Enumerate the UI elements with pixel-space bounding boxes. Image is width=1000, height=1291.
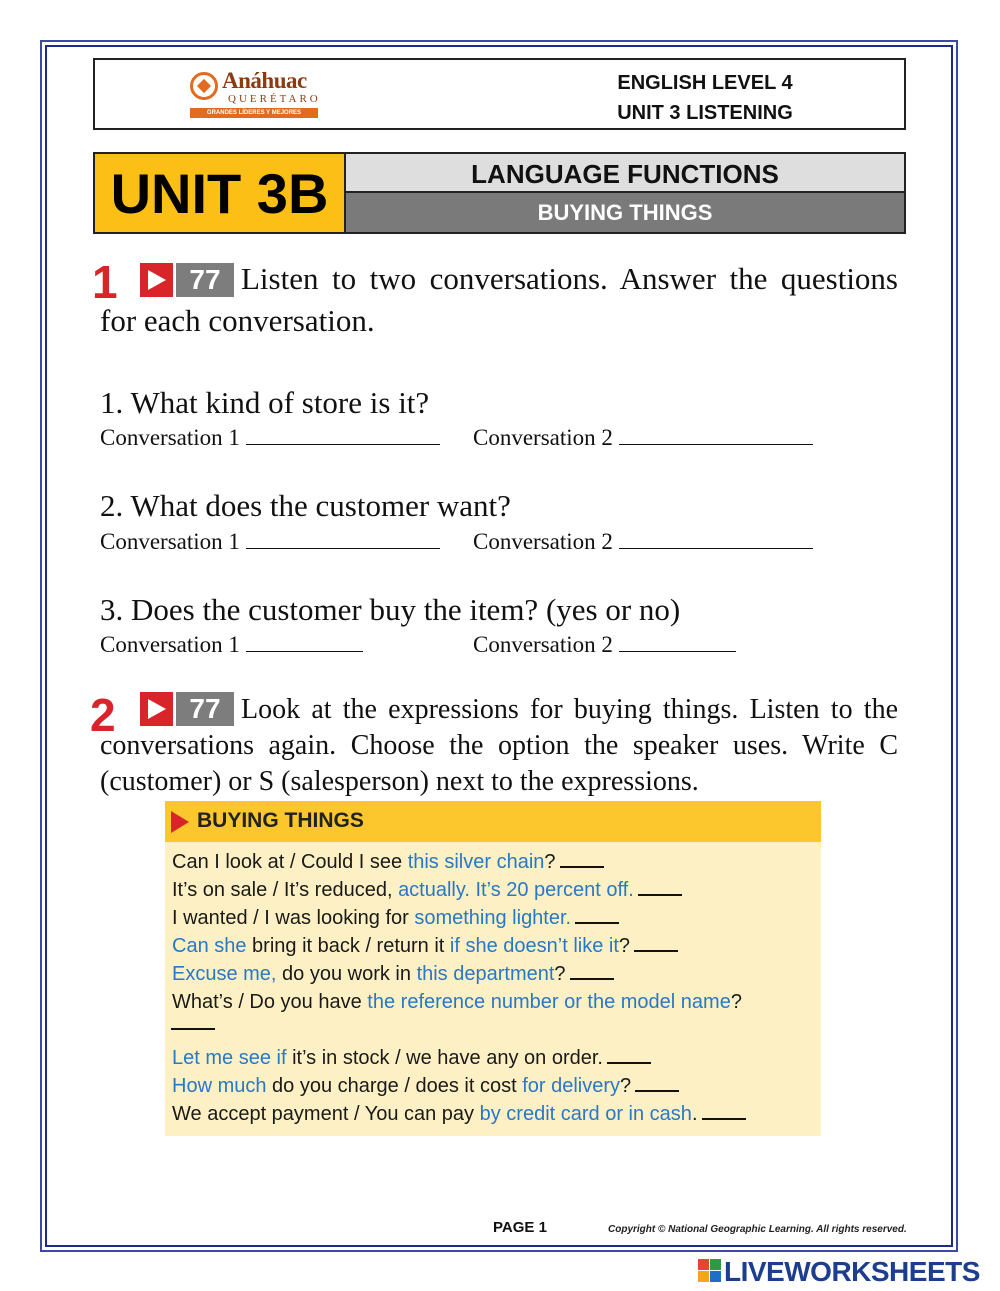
conversation-label: Conversation 2 <box>473 632 613 657</box>
exercise-2-instruction: Look at the expressions for buying things. Listen to the conversations again. Choose the option the speaker uses. Write C (customer) or S (salesperson) next to the expressions. <box>100 694 898 797</box>
expression-5 <box>172 963 614 986</box>
expression-highlight: if she doesn’t like it <box>449 935 619 957</box>
exercise-1-number: 1 <box>92 256 118 308</box>
university-emblem-icon <box>190 72 218 100</box>
answer-blank[interactable] <box>638 882 682 896</box>
conversation-label: Conversation 1 <box>100 425 240 450</box>
expression-9 <box>172 1103 746 1126</box>
q1-conversation-2 <box>473 425 813 451</box>
expression-highlight: the reference number or the model name <box>367 991 731 1013</box>
q1-conversation-1 <box>100 425 440 451</box>
answer-blank[interactable] <box>570 966 614 980</box>
expression-highlight: for delivery <box>522 1075 620 1097</box>
answer-blank[interactable] <box>635 1078 679 1092</box>
answer-blank[interactable] <box>619 531 813 549</box>
conversation-label: Conversation 1 <box>100 529 240 554</box>
conversation-label: Conversation 2 <box>473 425 613 450</box>
expression-6 <box>172 991 742 1014</box>
header-level: ENGLISH LEVEL 4 <box>617 72 793 94</box>
answer-blank[interactable] <box>607 1050 651 1064</box>
expression-highlight: Let me see if <box>172 1047 287 1069</box>
answer-blank[interactable] <box>171 1016 215 1030</box>
expression-text: We accept payment / You can pay <box>172 1103 480 1125</box>
q3-conversation-2 <box>473 632 736 658</box>
answer-blank[interactable] <box>702 1106 746 1120</box>
expression-8 <box>172 1075 679 1098</box>
header-title <box>515 68 895 128</box>
question-1: 1. What kind of store is it? <box>100 385 430 420</box>
copyright-notice: Copyright © National Geographic Learning. All rights reserved. <box>608 1224 907 1235</box>
exercise-2-number: 2 <box>90 689 116 741</box>
q3-conversation-1 <box>100 632 363 658</box>
expression-highlight: actually. It’s 20 percent off. <box>398 879 634 901</box>
answer-blank[interactable] <box>560 854 604 868</box>
answer-blank[interactable] <box>246 634 363 652</box>
answer-blank[interactable] <box>246 427 440 445</box>
exercise-1-instruction: Listen to two conversations. Answer the questions for each conversation. <box>100 261 898 338</box>
expression-text: it’s in stock / we have any on order. <box>286 1047 603 1069</box>
expression-text: bring it back / return it <box>246 935 450 957</box>
unit-topic: BUYING THINGS <box>346 193 904 232</box>
expression-text: I wanted / I was looking for <box>172 907 415 929</box>
expression-text: It’s on sale / It’s reduced, <box>172 879 399 901</box>
unit-label: UNIT 3B <box>95 154 346 232</box>
track-number: 77 <box>176 263 234 297</box>
liveworksheets-text: LIVEWORKSHEETS <box>724 1256 980 1287</box>
answer-blank[interactable] <box>619 427 813 445</box>
expression-text: ? <box>554 963 566 985</box>
expression-text: ? <box>544 851 556 873</box>
q2-conversation-2 <box>473 529 813 555</box>
expression-highlight: this silver chain <box>407 851 545 873</box>
expression-text: Can I look at / Could I see <box>172 851 408 873</box>
header-unit: UNIT 3 LISTENING <box>617 102 793 124</box>
buying-things-panel <box>165 801 821 1136</box>
conversation-label: Conversation 1 <box>100 632 240 657</box>
conversation-label: Conversation 2 <box>473 529 613 554</box>
q2-conversation-1 <box>100 529 440 555</box>
unit-banner <box>93 152 906 234</box>
expression-highlight: Excuse me, <box>172 963 277 985</box>
expression-4 <box>172 935 678 958</box>
expression-text: What’s / Do you have <box>172 991 368 1013</box>
expression-text: do you charge / does it cost <box>266 1075 523 1097</box>
expression-6-blank <box>171 1013 215 1036</box>
anahuac-logo <box>190 68 325 126</box>
expression-2 <box>172 879 682 902</box>
expression-text: ? <box>618 935 631 957</box>
answer-blank[interactable] <box>246 531 440 549</box>
worksheet-header <box>93 58 906 130</box>
page-number: PAGE 1 <box>493 1219 547 1236</box>
expression-highlight: something lighter. <box>414 907 572 929</box>
liveworksheets-icon <box>698 1259 722 1283</box>
expression-text: do you work in <box>276 963 417 985</box>
logo-name: Anáhuac <box>222 68 307 93</box>
expression-3 <box>172 907 619 930</box>
language-functions-title: LANGUAGE FUNCTIONS <box>346 154 904 193</box>
answer-blank[interactable] <box>575 910 619 924</box>
question-2: 2. What does the customer want? <box>100 488 511 523</box>
track-number: 77 <box>176 692 234 726</box>
panel-title: BUYING THINGS <box>197 809 364 832</box>
expression-highlight: How much <box>172 1075 267 1097</box>
logo-city: QUERÉTARO <box>228 93 321 105</box>
expression-highlight: by credit card or in cash <box>479 1103 692 1125</box>
question-3: 3. Does the customer buy the item? (yes or no) <box>100 592 681 627</box>
panel-header <box>165 801 821 842</box>
expression-text: ? <box>730 991 742 1013</box>
arrow-icon <box>171 811 189 833</box>
expression-1 <box>172 851 604 874</box>
expression-7 <box>172 1047 651 1070</box>
expression-highlight: this department <box>416 963 555 985</box>
expression-highlight: Can she <box>172 935 247 957</box>
expression-text: . <box>691 1103 698 1125</box>
expression-text: ? <box>620 1075 632 1097</box>
logo-slogan: GRANDES LÍDERES Y MEJORES PERSONAS <box>190 108 318 118</box>
answer-blank[interactable] <box>634 938 678 952</box>
answer-blank[interactable] <box>619 634 736 652</box>
